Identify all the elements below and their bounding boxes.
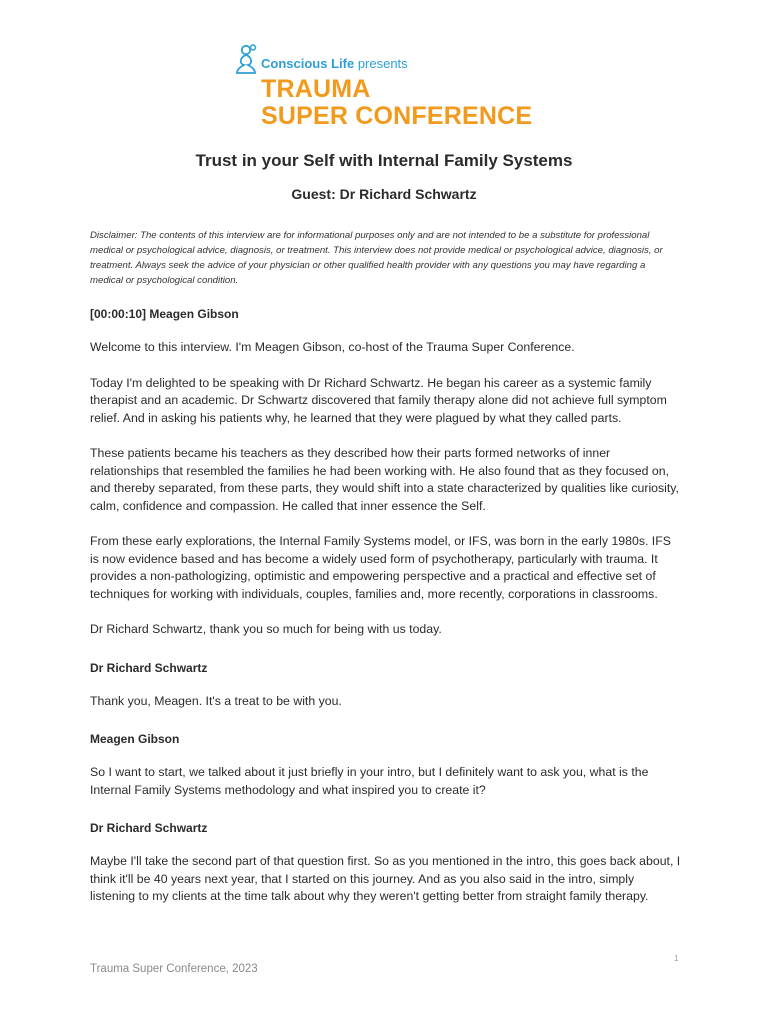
transcript-paragraph: Thank you, Meagen. It's a treat to be with you. — [90, 693, 342, 708]
person-figure-icon — [234, 44, 258, 76]
transcript-paragraph: Welcome to this interview. I'm Meagen Gibson, co-host of the Trauma Super Conference. — [90, 340, 575, 354]
transcript-paragraph: These patients became his teachers as they described how their parts formed networks of inner relationships that resembled the families he had been working with. He also found that as they focused on, and thereby separated, from these parts, they would shift into a state characterized by qualities like curiosity, calm, confidence and compassion. He called that inner essence the Self. — [90, 446, 679, 513]
brand-line — [261, 56, 408, 71]
brand-presents: presents — [357, 56, 408, 71]
page-number: 1 — [674, 954, 679, 963]
disclaimer: Disclaimer: The contents of this interview are for informational purposes only and are not intended to be a substitute for professional medical or psychological advice, diagnosis, or treatment. This interview does not provide medical or psychological advice, diagnosis, or treatment. Always seek the advice of your physician or other qualified health provider with any questions you may have regarding a medical or psychological condition. — [90, 230, 663, 286]
transcript — [90, 306, 682, 924]
speaker-label: Dr Richard Schwartz — [90, 821, 208, 835]
speaker-label: Meagen Gibson — [90, 732, 180, 746]
conference-logo — [234, 44, 554, 134]
brand-name: Conscious Life — [261, 56, 355, 71]
speaker-label: [00:00:10] Meagen Gibson — [90, 307, 239, 321]
transcript-paragraph: Today I'm delighted to be speaking with Dr Richard Schwartz. He began his career as a systemic family therapist and an academic. Dr Schwartz discovered that family therapy alone did not achieve full symptom relief. And in asking his patients why, he learned that they were plagued by what they called parts. — [90, 375, 667, 425]
speaker-label: Dr Richard Schwartz — [90, 660, 208, 675]
conference-title — [261, 76, 532, 130]
transcript-paragraph: Dr Richard Schwartz, thank you so much for being with us today. — [90, 622, 442, 636]
footer-text: Trauma Super Conference, 2023 — [90, 963, 258, 975]
transcript-paragraph: Maybe I'll take the second part of that question first. So as you mentioned in the intro, this goes back about, I think it'll be 40 years next year, that I started on this journey. And as you also said in the intro, simply listening to my clients at the time talk about why they weren't getting better from straight family therapy. — [90, 854, 681, 903]
conference-title-line2: SUPER CONFERENCE — [261, 102, 533, 130]
conference-title-line1: TRAUMA — [261, 75, 371, 103]
interview-title: Trust in your Self with Internal Family Systems — [195, 151, 573, 170]
transcript-paragraph: So I want to start, we talked about it just briefly in your intro, but I definitely want to ask you, what is the Internal Family Systems methodology and what inspired you to create it? — [90, 765, 649, 797]
transcript-paragraph: From these early explorations, the Internal Family Systems model, or IFS, was born in the early 1980s. IFS is now evidence based and has become a widely used form of psychotherapy, particularly with trauma. It provides a non-pathologizing, optimistic and empowering perspective and a practical and effective set of techniques for working with individuals, couples, families and, more recently, corporations in classrooms. — [90, 534, 671, 601]
guest-name: Guest: Dr Richard Schwartz — [291, 186, 477, 202]
